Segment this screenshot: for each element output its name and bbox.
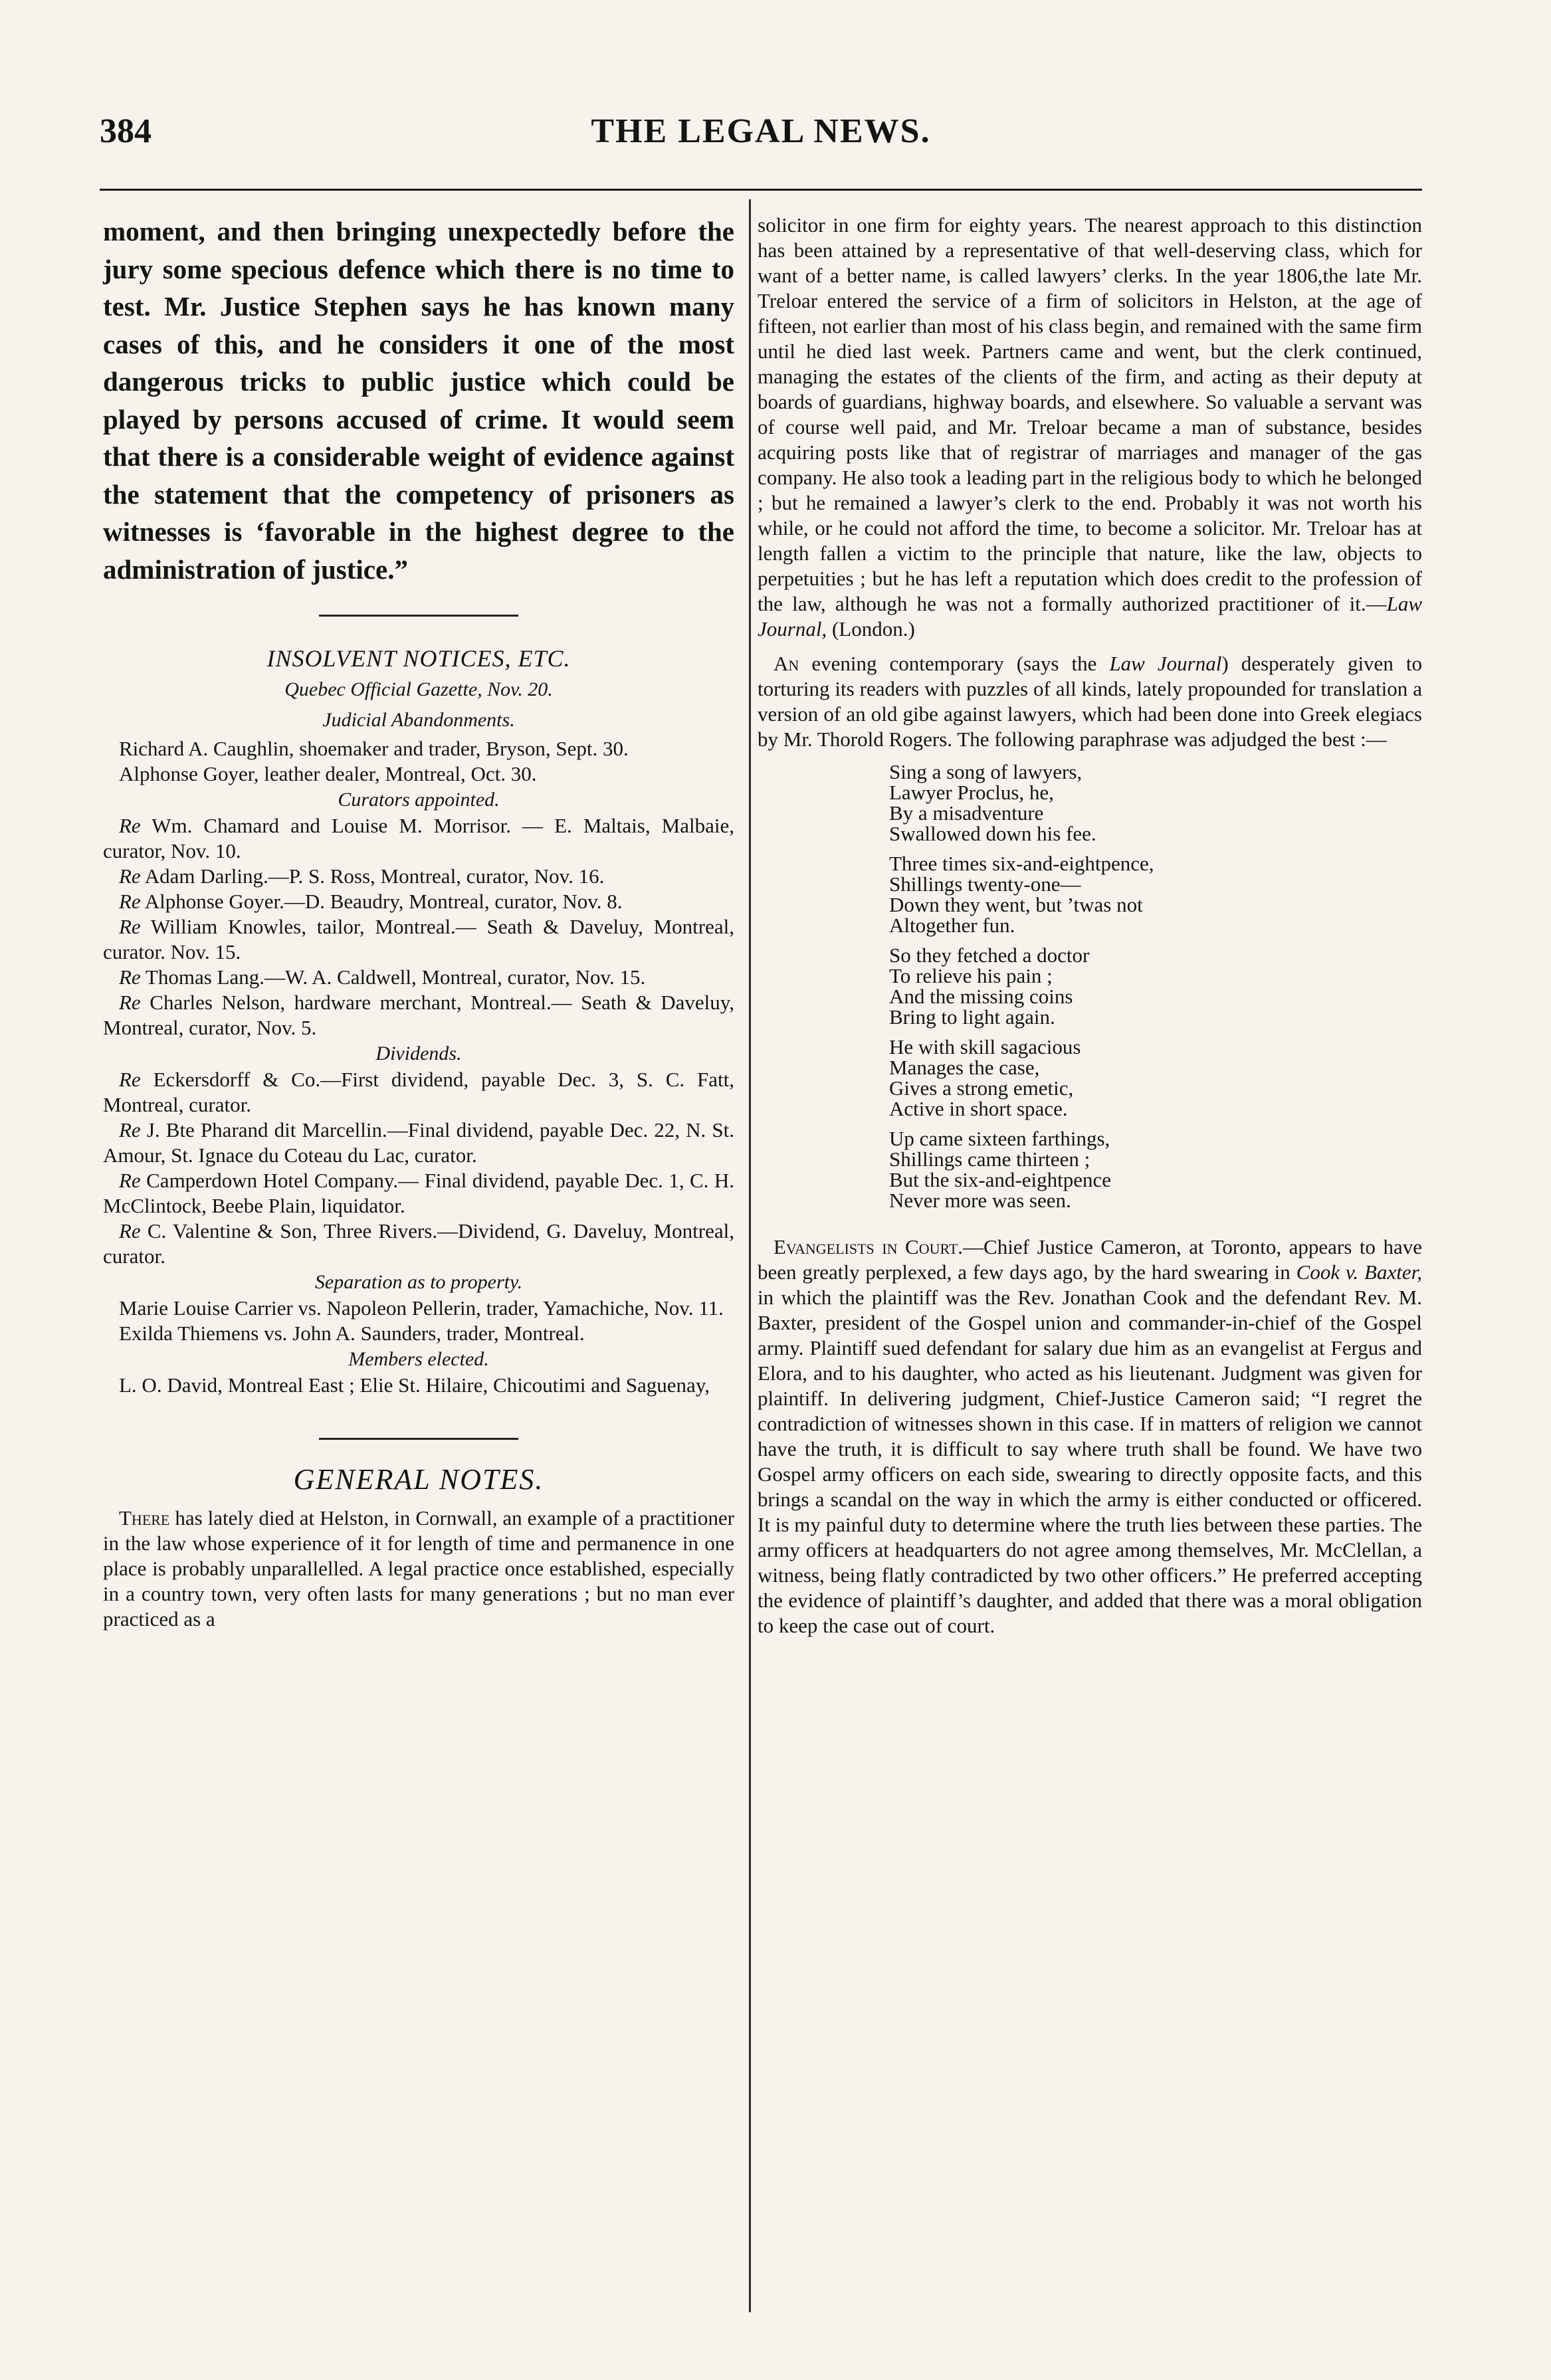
judicial-item: Richard A. Caughlin, shoemaker and trader, Bryson, Sept. 30.	[119, 737, 629, 760]
members-item: L. O. David, Montreal East ; Elie St. Hilaire, Chicoutimi and Saguenay,	[119, 1373, 710, 1397]
curator-item: Re Alphonse Goyer.—D. Beaudry, Montreal, curator, Nov. 8.	[119, 890, 623, 913]
running-title: THE LEGAL NEWS.	[591, 112, 931, 150]
poem-line: Lawyer Proclus, he,	[889, 781, 1054, 804]
separation-heading: Separation as to property.	[314, 1271, 523, 1293]
poem-line: To relieve his pain ;	[889, 964, 1053, 987]
poem-line: Altogether fun.	[889, 914, 1015, 937]
right-column	[758, 213, 1422, 1638]
page-header	[100, 112, 1422, 165]
poem-stanza	[889, 945, 1422, 1027]
poem-line: Active in short space.	[889, 1097, 1068, 1120]
curator-item: Re Wm. Chamard and Louise M. Morrisor. — E. Maltais, Malbaie, curator, Nov. 10.	[103, 814, 734, 862]
poem-stanza	[889, 1128, 1422, 1211]
poem-line: Shillings came thirteen ;	[889, 1147, 1090, 1171]
separation-item: Marie Louise Carrier vs. Napoleon Pellerin, trader, Yamachiche, Nov. 11.	[119, 1296, 724, 1320]
section-rule	[319, 1438, 518, 1440]
poem-line: Gives a strong emetic,	[889, 1076, 1074, 1100]
solicitor-paragraph: solicitor in one firm for eighty years. The nearest approach to this distinction has been attained by a representative of that well-deserving class, which for want of a better name, is called lawyers’ clerks. In the year 1806,the late Mr. Treloar entered the service of a firm of solicitors in Helston, at the age of fifteen, not earlier than most of his class begin, and remained with the same firm until he died last week. Partners came and went, but the clerk continued, managing the estates of the clients of the firm, and acting as their deputy at boards of guardians, highway boards, and elsewhere. So valuable a servant was of course well paid, and Mr. Treloar became a man of substance, besides acquiring posts like that of registrar of marriages and manager of the gas company. He also took a leading part in the religious body to which he belonged ; but he remained a lawyer’s clerk to the end. Probably it was not worth his while, or he could not afford the time, to become a solicitor. Mr. Treloar has at length fallen a victim to the principle that nature, like the law, objects to perpetuities ; but he has left a reputation which does credit to the profession of the law, although he was not a formally authorized practitioner of it.—Law Journal, (London.)	[758, 213, 1422, 641]
dividends-heading: Dividends.	[375, 1042, 462, 1064]
judicial-heading: Judicial Abandonments.	[322, 709, 515, 731]
gazette-line: Quebec Official Gazette, Nov. 20.	[284, 678, 553, 700]
dividend-item: Re Camperdown Hotel Company.— Final dividend, payable Dec. 1, C. H. McClintock, Beebe Plain, liquidator.	[103, 1169, 734, 1217]
poem-stanza	[889, 1037, 1422, 1119]
poem-line: Shillings twenty-one—	[889, 872, 1081, 896]
poem-line: And the missing coins	[889, 985, 1073, 1008]
opening-paragraph: moment, and then bringing unexpectedly before the jury some specious defence which there is no time to test. Mr. Justice Stephen says he has known many cases of this, and he considers it one of the most dangerous tricks to public justice which could be played by persons accused of crime. It would seem that there is a considerable weight of evidence against the statement that the competency of prisoners as witnesses is ‘favorable in the highest degree to the administration of justice.”	[103, 216, 734, 585]
poem-line: Never more was seen.	[889, 1189, 1071, 1212]
insolvent-heading: INSOLVENT NOTICES, ETC.	[266, 645, 571, 672]
dividend-item: Re C. Valentine & Son, Three Rivers.—Dividend, G. Daveluy, Montreal, curator.	[103, 1219, 734, 1268]
poem-line: He with skill sagacious	[889, 1035, 1081, 1058]
poem-line: Down they went, but ’twas not	[889, 893, 1143, 916]
poem-line: But the six-and-eightpence	[889, 1168, 1112, 1191]
curator-item: Re Thomas Lang.—W. A. Caldwell, Montreal, curator, Nov. 15.	[119, 965, 646, 989]
page-number: 384	[100, 112, 152, 150]
poem-line: So they fetched a doctor	[889, 943, 1090, 967]
curator-item: Re Charles Nelson, hardware merchant, Montreal.— Seath & Daveluy, Montreal, curator, Nov. 5.	[103, 991, 734, 1039]
evangelists-paragraph: Evangelists in Court.—Chief Justice Cameron, at Toronto, appears to have been greatly perplexed, a few days ago, by the hard swearing in Cook v. Baxter, in which the plaintiff was the Rev. Jonathan Cook and the defendant Rev. M. Baxter, president of the Gospel union and commander-in-chief of the Gospel army. Plaintiff sued defendant for salary due him as an evangelist at Fergus and Elora, and to his daughter, who acted as his lieutenant. Judgment was given for plaintiff. In delivering judgment, Chief-Justice Cameron said; “I regret the contradiction of witnesses shown in this case. If in matters of religion we cannot have the truth, it is difficult to say where truth shall be found. We have two Gospel army officers on each side, swearing to directly opposite facts, and this brings a scandal on the way in which the army is either conducted or officered. It is my painful duty to determine where the truth lies between these parties. The army officers at headquarters do not agree among themselves, Mr. McClellan, a witness, being flatly contradicted by two other officers.” He preferred accepting the evidence of plaintiff’s daughter, and added that there was a moral obligation to keep the case out of court.	[758, 1235, 1422, 1637]
curator-item: Re William Knowles, tailor, Montreal.— Seath & Daveluy, Montreal, curator. Nov. 15.	[103, 915, 734, 963]
poem-stanza	[889, 761, 1422, 844]
separation-item: Exilda Thiemens vs. John A. Saunders, trader, Montreal.	[119, 1322, 585, 1345]
curator-item: Re Adam Darling.—P. S. Ross, Montreal, curator, Nov. 16.	[119, 864, 605, 888]
section-rule	[319, 615, 518, 617]
judicial-item: Alphonse Goyer, leather dealer, Montreal, Oct. 30.	[119, 762, 537, 785]
general-notes-heading: GENERAL NOTES.	[293, 1463, 544, 1496]
poem-line: Bring to light again.	[889, 1005, 1055, 1029]
left-column	[103, 213, 734, 1632]
poem-line: Manages the case,	[889, 1056, 1040, 1079]
curators-heading: Curators appointed.	[338, 789, 500, 811]
poem-line: Sing a song of lawyers,	[889, 760, 1083, 783]
poem-line: Up came sixteen farthings,	[889, 1127, 1110, 1150]
poem-line: Swallowed down his fee.	[889, 822, 1096, 845]
dividend-item: Re Eckersdorff & Co.—First dividend, payable Dec. 3, S. C. Fatt, Montreal, curator.	[103, 1068, 734, 1116]
members-heading: Members elected.	[348, 1348, 489, 1370]
poem-line: By a misadventure	[889, 801, 1044, 825]
evening-paragraph: An evening contemporary (says the Law Journal) desperately given to torturing its readers with puzzles of all kinds, lately propounded for translation a version of an old gibe against lawyers, which had been done into Greek elegiacs by Mr. Thorold Rogers. The following paraphrase was adjudged the best :—	[758, 652, 1422, 751]
poem	[889, 761, 1422, 1211]
poem-stanza	[889, 853, 1422, 936]
general-notes-paragraph: There has lately died at Helston, in Cornwall, an example of a practitioner in the law whose experience of it for length of time and permanence in one place is probably unparallelled. A legal practice once established, especially in a country town, very often lasts for many generations ; but no man ever practiced as a	[103, 1506, 734, 1631]
poem-line: Three times six-and-eightpence,	[889, 852, 1154, 875]
header-rule	[100, 189, 1422, 191]
dividend-item: Re J. Bte Pharand dit Marcellin.—Final dividend, payable Dec. 22, N. St. Amour, St. Ignace du Coteau du Lac, curator.	[103, 1118, 734, 1167]
column-divider	[749, 199, 751, 2312]
